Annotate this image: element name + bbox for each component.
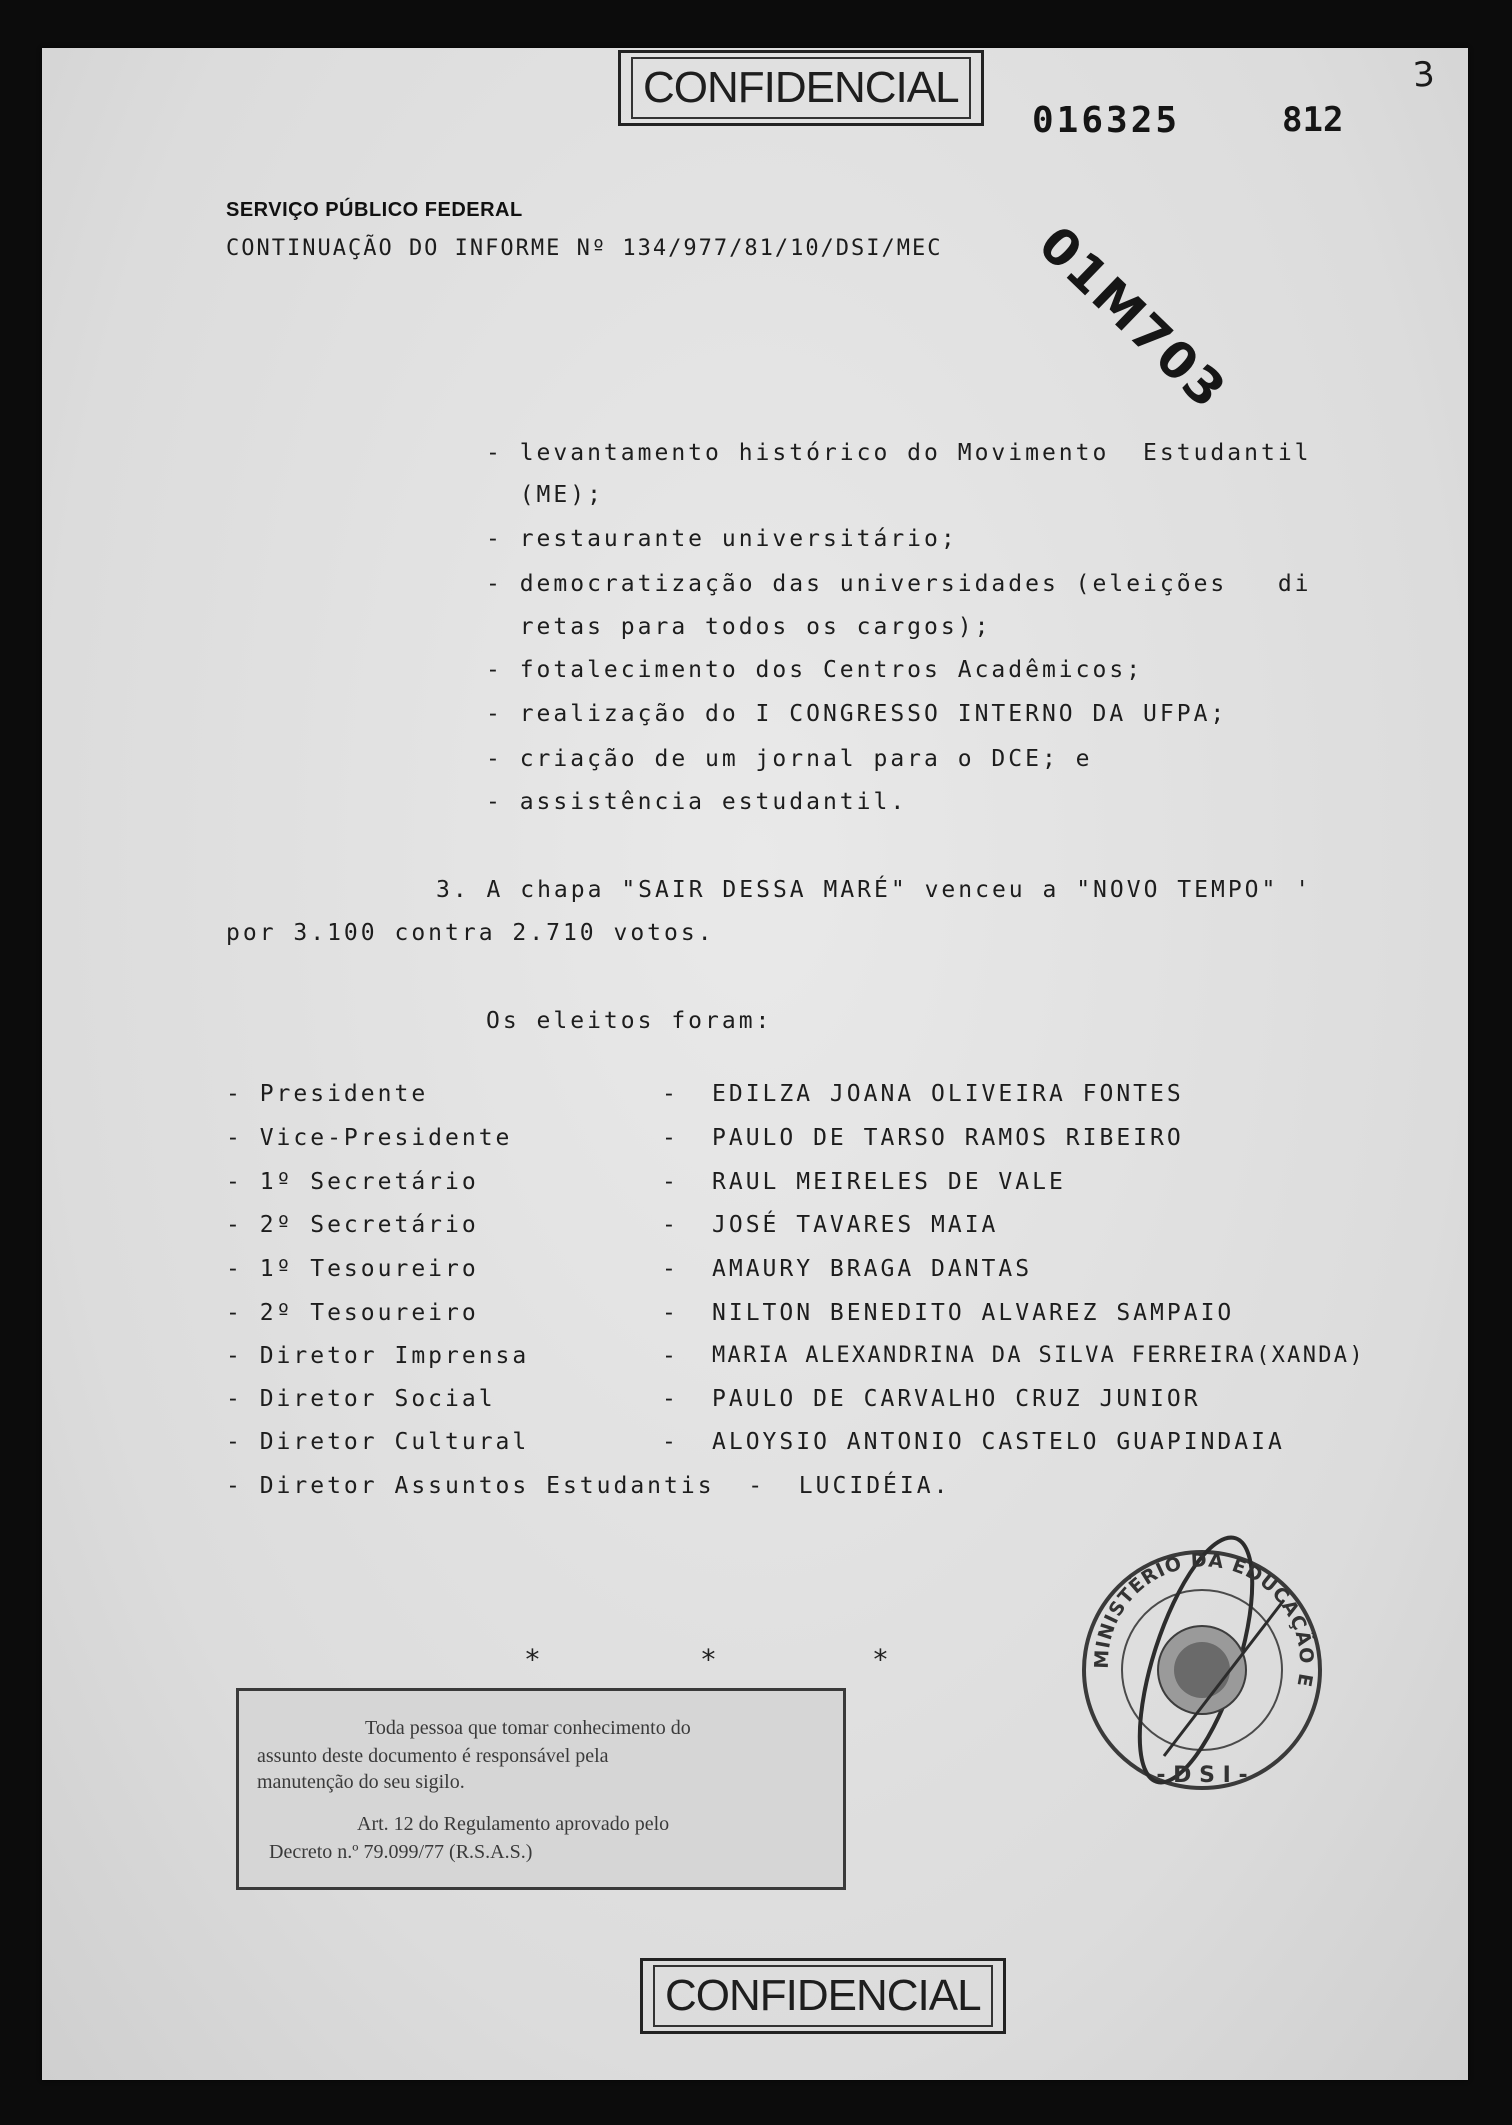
legal-line: Decreto n.º 79.099/77 (R.S.A.S.) — [269, 1841, 533, 1863]
officer-role: - 1º Secretário — [226, 1169, 479, 1195]
legal-line: Toda pessoa que tomar conhecimento do — [365, 1717, 691, 1739]
officer-name: AMAURY BRAGA DANTAS — [712, 1256, 1033, 1282]
officer-role: - Vice-Presidente — [226, 1125, 513, 1151]
document-number: 016325 — [1032, 100, 1181, 141]
list-item: - democratização das universidades (eleições di — [486, 571, 1312, 597]
confidential-stamp-top: CONFIDENCIAL — [618, 50, 984, 126]
officer-dash: - — [662, 1256, 679, 1282]
separator-star: * — [872, 1643, 889, 1676]
legal-line: manutenção do seu sigilo. — [257, 1771, 465, 1793]
officer-name: MARIA ALEXANDRINA DA SILVA FERREIRA(XANDA) — [712, 1343, 1365, 1368]
officer-name: PAULO DE TARSO RAMOS RIBEIRO — [712, 1125, 1184, 1151]
list-item: - realização do I CONGRESSO INTERNO DA UFPA; — [486, 701, 1228, 727]
list-item: retas para todos os cargos); — [486, 614, 992, 640]
officer-dash: - — [662, 1125, 679, 1151]
list-item: - restaurante universitário; — [486, 526, 958, 552]
separator-star: * — [524, 1643, 541, 1676]
document-number-suffix: 812 — [1282, 100, 1344, 140]
officer-role: - Diretor Imprensa — [226, 1343, 530, 1369]
officer-role: - 2º Tesoureiro — [226, 1300, 479, 1326]
officer-role: - Diretor Cultural — [226, 1429, 530, 1455]
officer-name: NILTON BENEDITO ALVAREZ SAMPAIO — [712, 1300, 1235, 1326]
officer-dash: - — [662, 1429, 679, 1455]
legal-line: assunto deste documento é responsável pela — [257, 1745, 609, 1767]
officer-dash: - — [662, 1300, 679, 1326]
paragraph-3-line-1: 3. A chapa "SAIR DESSA MARÉ" venceu a "NOVO TEMPO" ' — [436, 877, 1313, 903]
officer-name: JOSÉ TAVARES MAIA — [712, 1212, 999, 1238]
ministry-seal-stamp — [1066, 1520, 1338, 1800]
officer-dash: - — [662, 1169, 679, 1195]
officer-dash: - — [662, 1386, 679, 1412]
continuation-header: CONTINUAÇÃO DO INFORME Nº 134/977/81/10/DSI/MEC — [226, 236, 943, 261]
seal-icon — [1066, 1520, 1338, 1800]
svg-text:- D S I -: - D S I - — [1156, 1763, 1248, 1788]
handwritten-code: 01M703 — [1027, 215, 1238, 421]
officer-name: RAUL MEIRELES DE VALE — [712, 1169, 1066, 1195]
officer-dash: - — [662, 1212, 679, 1238]
list-item: (ME); — [486, 482, 604, 508]
paragraph-3-line-2: por 3.100 contra 2.710 votos. — [226, 920, 715, 946]
officer-dash: - — [662, 1081, 679, 1107]
separator-star: * — [700, 1643, 717, 1676]
officer-last-line: - Diretor Assuntos Estudantis - LUCIDÉIA. — [226, 1473, 951, 1499]
officer-name: ALOYSIO ANTONIO CASTELO GUAPINDAIA — [712, 1429, 1285, 1455]
elected-intro: Os eleitos foram: — [486, 1008, 773, 1034]
officer-dash: - — [662, 1343, 679, 1369]
officer-name: PAULO DE CARVALHO CRUZ JUNIOR — [712, 1386, 1201, 1412]
legal-line: Art. 12 do Regulamento aprovado pelo — [357, 1813, 670, 1835]
legal-notice-stamp — [236, 1688, 846, 1890]
officer-name: EDILZA JOANA OLIVEIRA FONTES — [712, 1081, 1184, 1107]
list-item: - criação de um jornal para o DCE; e — [486, 746, 1093, 772]
list-item: - fotalecimento dos Centros Acadêmicos; — [486, 657, 1144, 683]
officer-role: - 1º Tesoureiro — [226, 1256, 479, 1282]
svg-text:MINISTÉRIO DA EDUCAÇÃO E CULTU: MINISTÉRIO DA EDUCAÇÃO E — [1090, 1549, 1318, 1690]
service-header: SERVIÇO PÚBLICO FEDERAL — [226, 199, 523, 221]
officer-role: - Diretor Social — [226, 1386, 496, 1412]
list-item: - levantamento histórico do Movimento Estudantil — [486, 440, 1312, 466]
list-item: - assistência estudantil. — [486, 789, 908, 815]
page-number: 3 — [1411, 54, 1437, 96]
confidential-stamp-bottom: CONFIDENCIAL — [640, 1958, 1006, 2034]
officer-role: - 2º Secretário — [226, 1212, 479, 1238]
officer-role: - Presidente — [226, 1081, 429, 1107]
